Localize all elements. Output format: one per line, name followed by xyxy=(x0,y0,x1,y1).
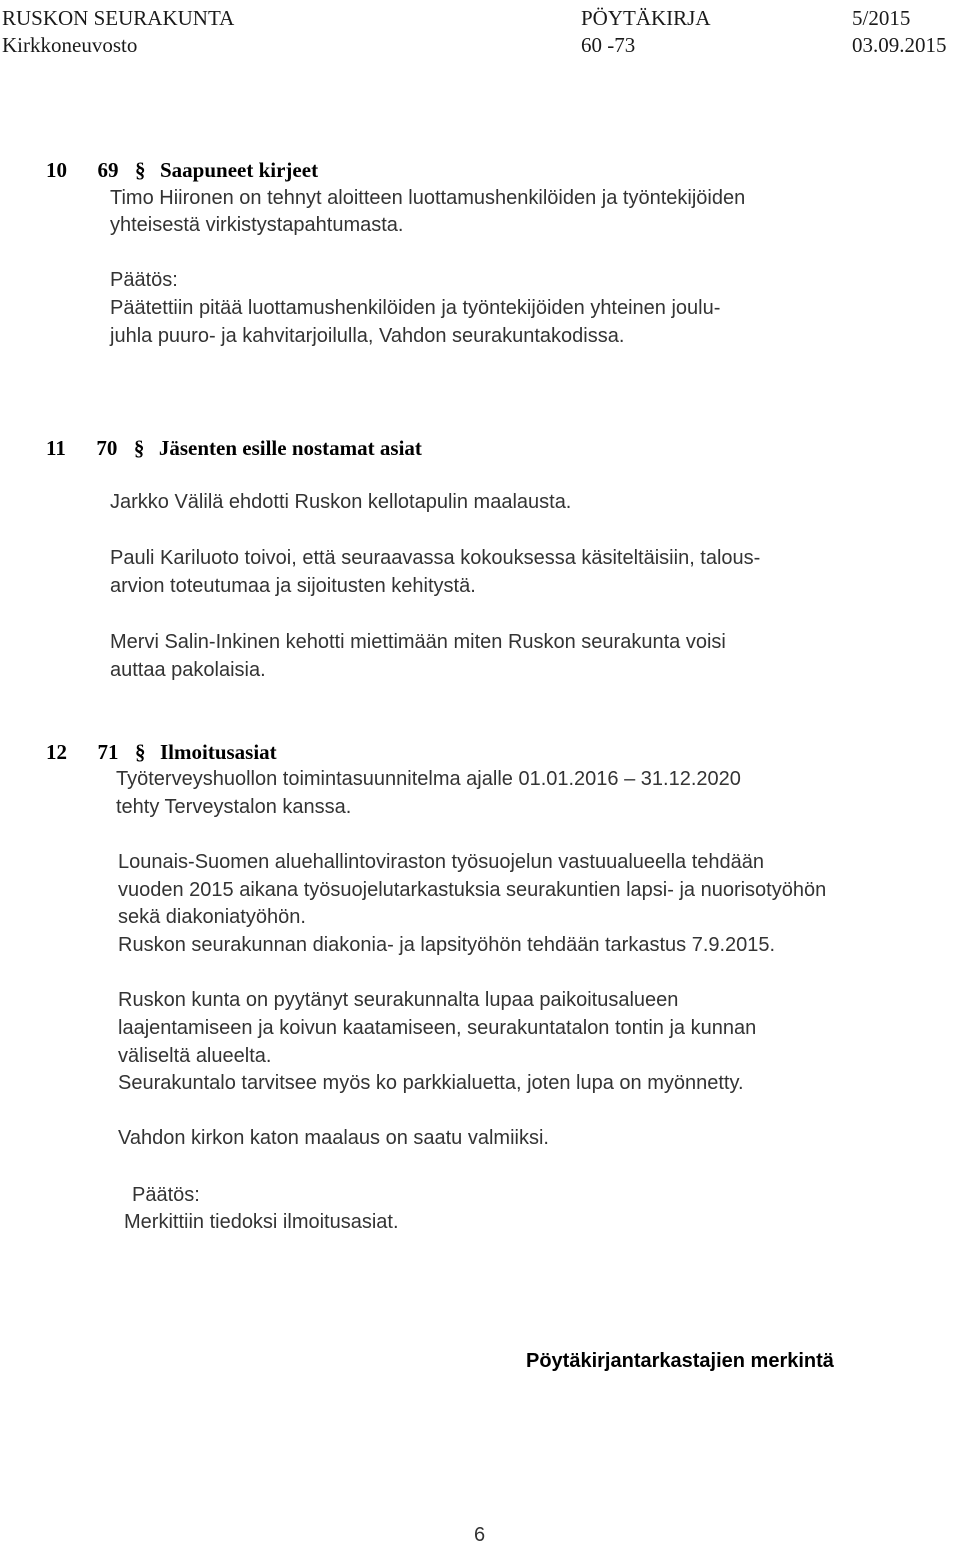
section-title: Jäsenten esille nostamat asiat xyxy=(158,436,422,460)
body-line: Lounais-Suomen aluehallintoviraston työsuojelun vastuualueella tehdään xyxy=(118,851,765,873)
header-org: RUSKON SEURAKUNTA xyxy=(2,6,235,30)
body-line: Työterveyshuollon toimintasuunnitelma ajalle 01.01.2016 – 31.12.2020 xyxy=(116,768,741,790)
section-number: 12 xyxy=(46,740,67,764)
body-line: vuoden 2015 aikana työsuojelutarkastuksia seurakuntien lapsi- ja nuorisotyöhön xyxy=(118,879,827,901)
body-line: yhteisestä virkistystapahtumasta. xyxy=(110,214,404,236)
body-line: Seurakuntalo tarvitsee myös ko parkkialuetta, joten lupa on myönnetty. xyxy=(118,1072,744,1094)
section-sign: § xyxy=(135,740,146,764)
page-number: 6 xyxy=(474,1524,486,1546)
header-body: Kirkkoneuvosto xyxy=(2,33,138,57)
body-line: arvion toteutumaa ja sijoitusten kehitystä. xyxy=(110,575,476,597)
section-number: 11 xyxy=(46,436,66,460)
decision-line: Merkittiin tiedoksi ilmoitusasiat. xyxy=(124,1211,399,1233)
body-line: laajentamiseen ja koivun kaatamiseen, seurakuntatalon tontin ja kunnan xyxy=(118,1017,757,1039)
paragraph-number: 71 xyxy=(97,740,119,764)
body-line: Vahdon kirkon katon maalaus on saatu valmiiksi. xyxy=(118,1127,549,1149)
section-number: 10 xyxy=(46,158,67,182)
header-doc-type: PÖYTÄKIRJA xyxy=(581,6,711,30)
section-heading xyxy=(46,742,277,763)
section-sign: § xyxy=(133,436,145,460)
decision-line: juhla puuro- ja kahvitarjoilulla, Vahdon seurakuntakodissa. xyxy=(110,325,625,347)
body-line: Ruskon seurakunnan diakonia- ja lapsityöhön tehdään tarkastus 7.9.2015. xyxy=(118,934,776,956)
body-line: auttaa pakolaisia. xyxy=(110,659,266,681)
body-line: Timo Hiironen on tehnyt aloitteen luottamushenkilöiden ja työntekijöiden xyxy=(110,187,746,209)
section-heading xyxy=(46,160,318,181)
body-line: Jarkko Välilä ehdotti Ruskon kellotapulin maalausta. xyxy=(110,491,572,513)
body-line: Pauli Kariluoto toivoi, että seuraavassa kokouksessa käsiteltäisiin, talous- xyxy=(110,547,761,569)
decision-line: Päätettiin pitää luottamushenkilöiden ja työntekijöiden yhteinen joulu- xyxy=(110,297,721,319)
body-line: väliseltä alueelta. xyxy=(118,1045,272,1067)
section-title: Saapuneet kirjeet xyxy=(160,158,319,182)
decision-label: Päätös: xyxy=(132,1184,200,1206)
footer-heading: Pöytäkirjantarkastajien merkintä xyxy=(526,1350,834,1372)
section-sign: § xyxy=(135,158,146,182)
decision-label: Päätös: xyxy=(110,269,178,291)
header-doc-number: 5/2015 xyxy=(852,6,911,30)
header-section-range: 60 -73 xyxy=(581,33,636,57)
section-heading xyxy=(46,438,422,459)
body-line: sekä diakoniatyöhön. xyxy=(118,906,306,928)
body-line: tehty Terveystalon kanssa. xyxy=(116,796,352,818)
header-date: 03.09.2015 xyxy=(852,33,947,57)
paragraph-number: 69 xyxy=(97,158,119,182)
paragraph-number: 70 xyxy=(96,436,118,460)
body-line: Mervi Salin-Inkinen kehotti miettimään miten Ruskon seurakunta voisi xyxy=(110,631,726,653)
section-title: Ilmoitusasiat xyxy=(160,740,277,764)
body-line: Ruskon kunta on pyytänyt seurakunnalta lupaa paikoitusalueen xyxy=(118,989,679,1011)
